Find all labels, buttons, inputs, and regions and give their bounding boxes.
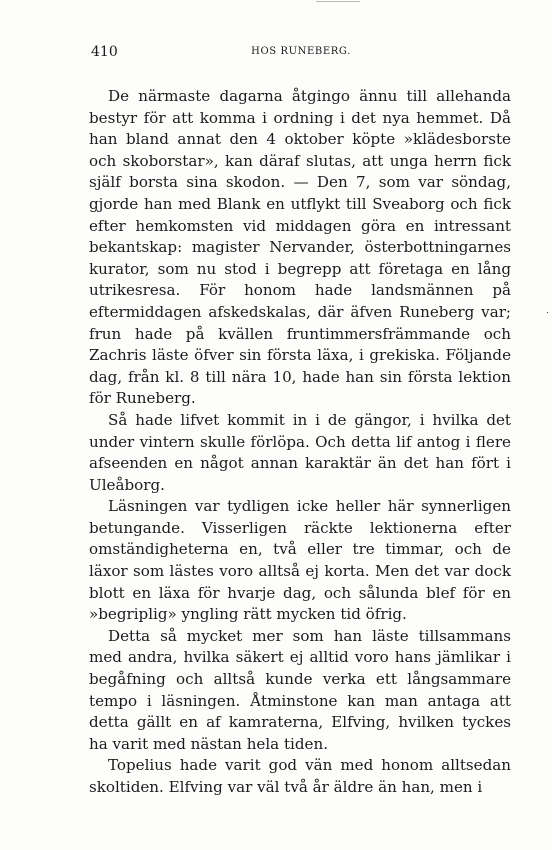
margin-mark: . xyxy=(546,306,549,316)
page-number: 410 xyxy=(91,44,118,60)
page-header xyxy=(91,42,511,62)
body-text xyxy=(89,86,511,799)
paragraph: Topelius hade varit god vän med honom alltsedan skoltiden. Elfving var väl två år äldre än han, men i xyxy=(89,756,511,796)
paragraph: Så hade lifvet kommit in i de gängor, i hvilka det under vintern skulle förlöpa. Och detta lif antog i flere afseenden en något annan karaktär än det han fört i Uleåborg. xyxy=(89,410,511,494)
paragraph: Läsningen var tydligen icke heller här synnerligen betungande. Visserligen räckte lektionerna efter omständigheterna en, två eller tre timmar, och de läxor som lästes voro alltså ej korta. Men det var dock blott en läxa för hvarje dag, och sålunda blef för en »begriplig» yngling rätt mycken tid öfrig. xyxy=(89,497,511,624)
paragraph: De närmaste dagarna åtgingo ännu till allehanda bestyr för att komma i ordning i det nya hemmet. Då han bland annat den 4 oktober köpte »klädesborste och skoborstar», kan däraf slutas, att unga herrn fick själf borsta sina skodon. — Den 7, som var söndag, gjorde han med Blank en utflykt till Sveaborg och fick efter hemkomsten vid middagen göra en intressant bekantskap: magister Nervander, österbottningarnes kurator, som nu stod i begrepp att företaga en lång utrikesresa. För honom hade landsmännen på eftermiddagen afskedskalas, där äfven Runeberg var; frun hade på kvällen fruntimmersfrämmande och Zachris läste öfver sin första läxa, i grekiska. Följande dag, från kl. 8 till nära 10, hade han sin första lektion för Runeberg. xyxy=(89,87,511,408)
running-head: HOS RUNEBERG. xyxy=(251,46,351,57)
top-rule xyxy=(316,1,360,2)
paragraph: Detta så mycket mer som han läste tillsammans med andra, hvilka säkert ej alltid voro hans jämlikar i begåfning och alltså kunde verka ett långsammare tempo i läsningen. Åtminstone kan man antaga att detta gällt en af kamraterna, Elfving, hvilken tyckes ha varit med nästan hela tiden. xyxy=(89,626,511,753)
